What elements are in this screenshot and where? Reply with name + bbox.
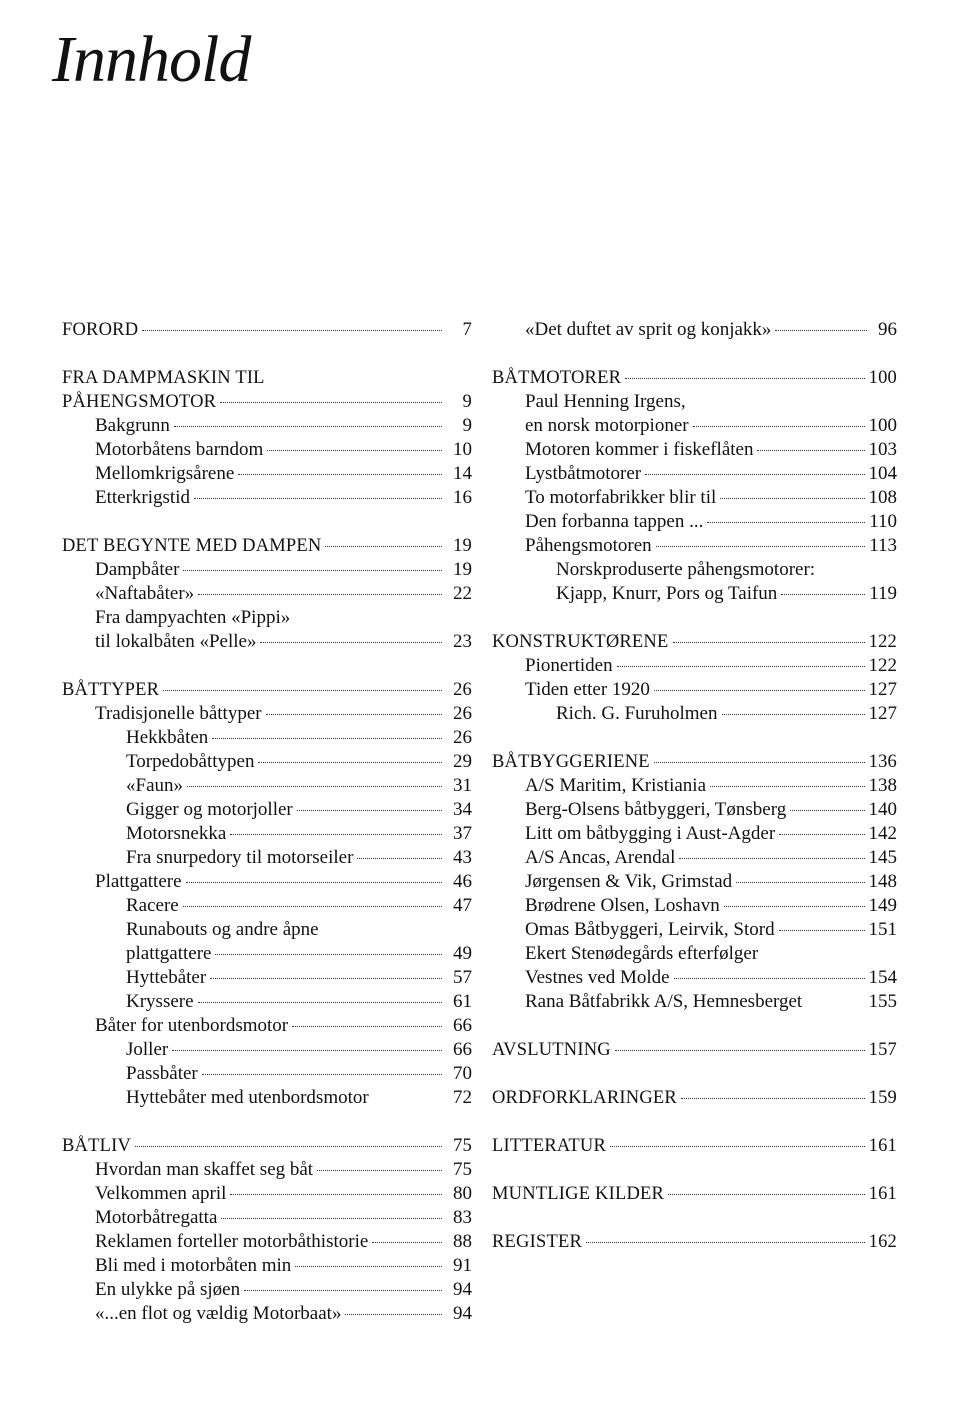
toc-entry-label: KONSTRUKTØRENE	[492, 632, 669, 652]
toc-entry	[492, 486, 897, 510]
dot-leader	[267, 450, 442, 451]
toc-page-number: 161	[868, 1136, 897, 1156]
toc-entry	[62, 822, 472, 846]
dot-leader	[586, 1242, 865, 1243]
toc-page-number: 83	[453, 1207, 472, 1228]
dot-leader	[202, 1074, 442, 1075]
toc-page-number: 104	[868, 463, 897, 484]
section-gap	[492, 1110, 897, 1134]
toc-entry-label: PÅHENGSMOTOR	[62, 392, 217, 412]
dot-leader	[710, 786, 864, 787]
toc-entry-label: Påhengsmotoren	[525, 535, 652, 556]
dot-leader	[295, 1266, 442, 1267]
dot-leader	[654, 690, 865, 691]
dot-leader	[707, 522, 865, 523]
toc-page-number: 162	[868, 1232, 897, 1252]
toc-section-entry	[492, 1230, 897, 1254]
toc-entry	[62, 726, 472, 750]
toc-section-entry	[492, 1134, 897, 1158]
dot-leader	[297, 810, 442, 811]
toc-entry-label: Rana Båtfabrikk A/S, Hemnesberget	[525, 991, 803, 1012]
toc-page-number: 37	[453, 823, 472, 844]
toc-entry-label: MUNTLIGE KILDER	[492, 1184, 665, 1204]
toc-entry	[62, 1206, 472, 1230]
toc-entry-label: Etterkrigstid	[95, 487, 190, 508]
toc-entry	[62, 1086, 472, 1110]
toc-page-number: 157	[868, 1040, 897, 1060]
toc-entry-label: Tradisjonelle båttyper	[95, 703, 262, 724]
dot-leader	[674, 978, 865, 979]
toc-entry-label: Fra snurpedory til motorseiler	[126, 847, 354, 868]
toc-page-number: 108	[868, 487, 897, 508]
toc-page-number: 149	[868, 895, 897, 916]
toc-entry-label: BÅTLIV	[62, 1136, 132, 1156]
toc-entry-label: Litt om båtbygging i Aust-Agder	[525, 823, 776, 844]
toc-page-number: 100	[868, 415, 897, 436]
toc-entry	[492, 990, 897, 1014]
toc-entry-label: Hvordan man skaffet seg båt	[95, 1159, 314, 1180]
section-gap	[62, 1110, 472, 1134]
dot-leader	[345, 1314, 442, 1315]
toc-entry	[492, 678, 897, 702]
section-gap	[62, 654, 472, 678]
toc-page-number: 26	[453, 703, 472, 724]
toc-entry-label: Dampbåter	[95, 559, 180, 580]
dot-leader	[617, 666, 865, 667]
toc-page-number: 151	[868, 919, 897, 940]
toc-entry	[62, 438, 472, 462]
section-gap	[62, 342, 472, 366]
toc-entry-label: LITTERATUR	[492, 1136, 607, 1156]
toc-page-number: 9	[462, 415, 472, 436]
dot-leader	[194, 498, 442, 499]
toc-page-number: 80	[453, 1183, 472, 1204]
toc-entry	[62, 894, 472, 918]
toc-entry-label: Hekkbåten	[126, 727, 209, 748]
toc-entry	[492, 318, 897, 342]
toc-page-number: 142	[868, 823, 897, 844]
section-gap	[492, 726, 897, 750]
toc-entry-label: Fra dampyachten «Pippi»	[95, 607, 291, 628]
dot-leader	[135, 1146, 442, 1147]
toc-entry	[492, 702, 897, 726]
toc-entry	[62, 702, 472, 726]
dot-leader	[215, 954, 442, 955]
toc-entry	[62, 990, 472, 1014]
toc-page-number: 122	[868, 632, 897, 652]
dot-leader	[775, 330, 867, 331]
toc-page-number: 57	[453, 967, 472, 988]
toc-page-number: 75	[453, 1136, 472, 1156]
toc-entry	[492, 918, 897, 942]
toc-page-number: 22	[453, 583, 472, 604]
toc-entry	[492, 534, 897, 558]
toc-entry	[492, 846, 897, 870]
toc-entry-label: AVSLUTNING	[492, 1040, 611, 1060]
toc-entry-label: Reklamen forteller motorbåthistorie	[95, 1231, 369, 1252]
dot-leader	[221, 1218, 442, 1219]
dot-leader	[183, 906, 442, 907]
toc-page-number: 148	[868, 871, 897, 892]
toc-entry-label: DET BEGYNTE MED DAMPEN	[62, 536, 322, 556]
toc-page-number: 7	[462, 320, 472, 340]
toc-page-number: 26	[453, 727, 472, 748]
section-gap	[492, 342, 897, 366]
toc-entry-label: A/S Ancas, Arendal	[525, 847, 676, 868]
toc-page-number: 103	[868, 439, 897, 460]
dot-leader	[679, 858, 864, 859]
toc-entry-label: Joller	[126, 1039, 169, 1060]
toc-entry	[492, 510, 897, 534]
toc-entry-label: Runabouts og andre åpne	[126, 919, 319, 940]
toc-section-entry	[492, 1182, 897, 1206]
toc-page-number: 31	[453, 775, 472, 796]
toc-page-number: 75	[453, 1159, 472, 1180]
toc-entry	[62, 630, 472, 654]
toc-entry	[492, 654, 897, 678]
toc-section-entry	[62, 534, 472, 558]
toc-entry	[492, 894, 897, 918]
dot-leader	[230, 1194, 442, 1195]
toc-page-number: 26	[453, 680, 472, 700]
dot-leader	[210, 978, 442, 979]
toc-entry-continued	[492, 390, 897, 414]
dot-leader	[722, 714, 865, 715]
dot-leader	[779, 834, 864, 835]
toc-page-number: 23	[453, 631, 472, 652]
dot-leader	[781, 594, 865, 595]
toc-section-entry	[62, 1134, 472, 1158]
toc-section-entry	[492, 366, 897, 390]
dot-leader	[615, 1050, 865, 1051]
dot-leader	[260, 642, 442, 643]
toc-entry	[492, 582, 897, 606]
toc-entry-label: plattgattere	[126, 943, 212, 964]
toc-page-number: 19	[453, 536, 472, 556]
toc-section-entry	[492, 1038, 897, 1062]
toc-page-number: 122	[868, 655, 897, 676]
toc-page-number: 9	[462, 392, 472, 412]
toc-entry	[62, 942, 472, 966]
toc-page-number: 127	[868, 679, 897, 700]
dot-leader	[186, 882, 442, 883]
toc-page-number: 159	[868, 1088, 897, 1108]
toc-page-number: 100	[868, 368, 897, 388]
dot-leader	[172, 1050, 442, 1051]
toc-entry-label: «Naftabåter»	[95, 583, 195, 604]
toc-page-number: 43	[453, 847, 472, 868]
dot-leader	[230, 834, 442, 835]
toc-entry	[62, 774, 472, 798]
toc-page-number: 110	[869, 511, 897, 532]
toc-entry-label: Kjapp, Knurr, Pors og Taifun	[556, 583, 778, 604]
dot-leader	[238, 474, 442, 475]
toc-page-number: 155	[868, 991, 897, 1012]
toc-entry	[62, 558, 472, 582]
toc-entry	[492, 414, 897, 438]
section-gap	[492, 606, 897, 630]
toc-entry-label: Plattgattere	[95, 871, 182, 892]
toc-entry-label: BÅTMOTORER	[492, 368, 622, 388]
dot-leader	[212, 738, 442, 739]
toc-entry-label: Den forbanna tappen ...	[525, 511, 704, 532]
toc-entry	[62, 1038, 472, 1062]
toc-entry-label: «...en flot og vældig Motorbaat»	[95, 1303, 342, 1324]
toc-entry-continued	[62, 606, 472, 630]
toc-entry-label: Hyttebåter	[126, 967, 207, 988]
toc-entry-label: Lystbåtmotorer	[525, 463, 642, 484]
toc-page-number: 96	[878, 319, 897, 340]
toc-entry-label: Omas Båtbyggeri, Leirvik, Stord	[525, 919, 775, 940]
toc-entry-label: til lokalbåten «Pelle»	[95, 631, 257, 652]
toc-entry-label: en norsk motorpioner	[525, 415, 689, 436]
toc-page-number: 29	[453, 751, 472, 772]
toc-page-number: 145	[868, 847, 897, 868]
section-gap	[492, 1062, 897, 1086]
toc-page-number: 34	[453, 799, 472, 820]
toc-entry	[62, 486, 472, 510]
toc-entry	[62, 798, 472, 822]
dot-leader	[720, 498, 864, 499]
toc-page-number: 66	[453, 1039, 472, 1060]
dot-leader	[183, 570, 442, 571]
section-gap	[492, 1206, 897, 1230]
toc-entry	[62, 1158, 472, 1182]
toc-entry-label: Torpedobåttypen	[126, 751, 255, 772]
dot-leader	[317, 1170, 442, 1171]
toc-entry-label: Motorbåtregatta	[95, 1207, 218, 1228]
toc-entry-continued	[62, 918, 472, 942]
toc-entry	[62, 1230, 472, 1254]
dot-leader	[668, 1194, 865, 1195]
toc-entry-continued	[492, 558, 897, 582]
toc-entry-label: Vestnes ved Molde	[525, 967, 670, 988]
toc-entry-label: ORDFORKLARINGER	[492, 1088, 677, 1108]
toc-entry-label: Kryssere	[126, 991, 194, 1012]
toc-page-number: 19	[453, 559, 472, 580]
dot-leader	[625, 378, 865, 379]
toc-entry-continued	[492, 942, 897, 966]
dot-leader	[220, 402, 442, 403]
toc-entry	[492, 870, 897, 894]
dot-leader	[610, 1146, 865, 1147]
toc-page-number: 138	[868, 775, 897, 796]
dot-leader	[724, 906, 865, 907]
toc-entry-label: FORORD	[62, 320, 139, 340]
dot-leader	[244, 1290, 442, 1291]
toc-entry	[492, 462, 897, 486]
toc-entry	[62, 462, 472, 486]
toc-entry-label: Passbåter	[126, 1063, 198, 1084]
toc-page-number: 14	[453, 463, 472, 484]
toc-entry-label: Brødrene Olsen, Loshavn	[525, 895, 720, 916]
dot-leader	[292, 1026, 442, 1027]
toc-section-entry	[62, 390, 472, 414]
toc-entry-label: En ulykke på sjøen	[95, 1279, 241, 1300]
toc-entry-label: Motorbåtens barndom	[95, 439, 264, 460]
toc-entry	[62, 966, 472, 990]
toc-page-number: 46	[453, 871, 472, 892]
toc-page-number: 10	[453, 439, 472, 460]
dot-leader	[654, 762, 865, 763]
toc-section-entry	[62, 678, 472, 702]
toc-entry-continued	[62, 366, 472, 390]
toc-entry-label: «Det duftet av sprit og konjakk»	[525, 319, 772, 340]
dot-leader	[266, 714, 442, 715]
dot-leader	[142, 330, 442, 331]
dot-leader	[198, 1002, 442, 1003]
toc-entry	[62, 1182, 472, 1206]
dot-leader	[736, 882, 864, 883]
toc-entry	[62, 414, 472, 438]
toc-entry	[62, 1254, 472, 1278]
toc-page-number: 136	[868, 752, 897, 772]
toc-entry-label: Berg-Olsens båtbyggeri, Tønsberg	[525, 799, 787, 820]
toc-page-number: 94	[453, 1279, 472, 1300]
toc-entry-label: Motoren kommer i fiskeflåten	[525, 439, 754, 460]
dot-leader	[681, 1098, 865, 1099]
dot-leader	[779, 930, 865, 931]
dot-leader	[163, 690, 442, 691]
toc-section-entry	[492, 630, 897, 654]
toc-entry	[62, 870, 472, 894]
toc-entry-label: Gigger og motorjoller	[126, 799, 293, 820]
toc-page-number: 119	[869, 583, 897, 604]
toc-page-number: 154	[868, 967, 897, 988]
dot-leader	[174, 426, 442, 427]
toc-page-number: 61	[453, 991, 472, 1012]
toc-section-entry	[492, 1086, 897, 1110]
toc-column-left	[62, 318, 472, 1326]
dot-leader	[693, 426, 865, 427]
dot-leader	[645, 474, 864, 475]
toc-entry-label: BÅTTYPER	[62, 680, 160, 700]
toc-page-number: 140	[868, 799, 897, 820]
toc-page-number: 91	[453, 1255, 472, 1276]
toc-entry-label: Jørgensen & Vik, Grimstad	[525, 871, 733, 892]
toc-entry-label: Norskproduserte påhengsmotorer:	[556, 559, 816, 580]
toc-page-number: 94	[453, 1303, 472, 1324]
toc-entry	[62, 846, 472, 870]
toc-entry-label: Velkommen april	[95, 1183, 227, 1204]
toc-entry	[62, 582, 472, 606]
toc-entry-label: Motorsnekka	[126, 823, 227, 844]
toc-entry-label: Ekert Stenødegårds efterfølger	[525, 943, 759, 964]
toc-entry-label: BÅTBYGGERIENE	[492, 752, 650, 772]
toc-entry-label: Mellomkrigsårene	[95, 463, 235, 484]
dot-leader	[258, 762, 442, 763]
section-gap	[62, 510, 472, 534]
toc-entry-label: Racere	[126, 895, 179, 916]
toc-entry-label: Hyttebåter med utenbordsmotor	[126, 1087, 369, 1108]
toc-entry	[492, 822, 897, 846]
dot-leader	[757, 450, 864, 451]
toc-entry	[492, 798, 897, 822]
toc-entry	[62, 750, 472, 774]
toc-page-number: 70	[453, 1063, 472, 1084]
toc-entry	[492, 774, 897, 798]
toc-page-number: 72	[453, 1087, 472, 1108]
toc-page-number: 16	[453, 487, 472, 508]
toc-entry-label: FRA DAMPMASKIN TIL	[62, 368, 265, 388]
toc-page-number: 49	[453, 943, 472, 964]
toc-entry-label: REGISTER	[492, 1232, 582, 1252]
dot-leader	[198, 594, 442, 595]
dot-leader	[357, 858, 442, 859]
toc-entry	[62, 1278, 472, 1302]
toc-entry-label: Bakgrunn	[95, 415, 170, 436]
toc-column-right	[492, 318, 897, 1254]
dot-leader	[790, 810, 864, 811]
toc-entry-label: Pionertiden	[525, 655, 613, 676]
toc-entry-label: To motorfabrikker blir til	[525, 487, 717, 508]
toc-entry-label: Rich. G. Furuholmen	[556, 703, 718, 724]
toc-page-number: 113	[869, 535, 897, 556]
toc-entry	[62, 1302, 472, 1326]
dot-leader	[673, 642, 865, 643]
toc-entry	[62, 1062, 472, 1086]
toc-entry	[492, 438, 897, 462]
toc-page-number: 47	[453, 895, 472, 916]
toc-entry	[492, 966, 897, 990]
dot-leader	[656, 546, 866, 547]
toc-section-entry	[62, 318, 472, 342]
section-gap	[492, 1014, 897, 1038]
toc-entry	[62, 1014, 472, 1038]
toc-entry-label: «Faun»	[126, 775, 183, 796]
toc-entry-label: Båter for utenbordsmotor	[95, 1015, 289, 1036]
section-gap	[492, 1158, 897, 1182]
dot-leader	[372, 1242, 442, 1243]
toc-page-number: 88	[453, 1231, 472, 1252]
page-title: Innhold	[52, 23, 251, 96]
toc-entry-label: A/S Maritim, Kristiania	[525, 775, 707, 796]
toc-page-number: 161	[868, 1184, 897, 1204]
toc-section-entry	[492, 750, 897, 774]
toc-entry-label: Paul Henning Irgens,	[525, 391, 686, 412]
dot-leader	[325, 546, 442, 547]
toc-entry-label: Tiden etter 1920	[525, 679, 650, 700]
toc-page-number: 127	[868, 703, 897, 724]
dot-leader	[187, 786, 442, 787]
toc-entry-label: Bli med i motorbåten min	[95, 1255, 292, 1276]
toc-page-number: 66	[453, 1015, 472, 1036]
